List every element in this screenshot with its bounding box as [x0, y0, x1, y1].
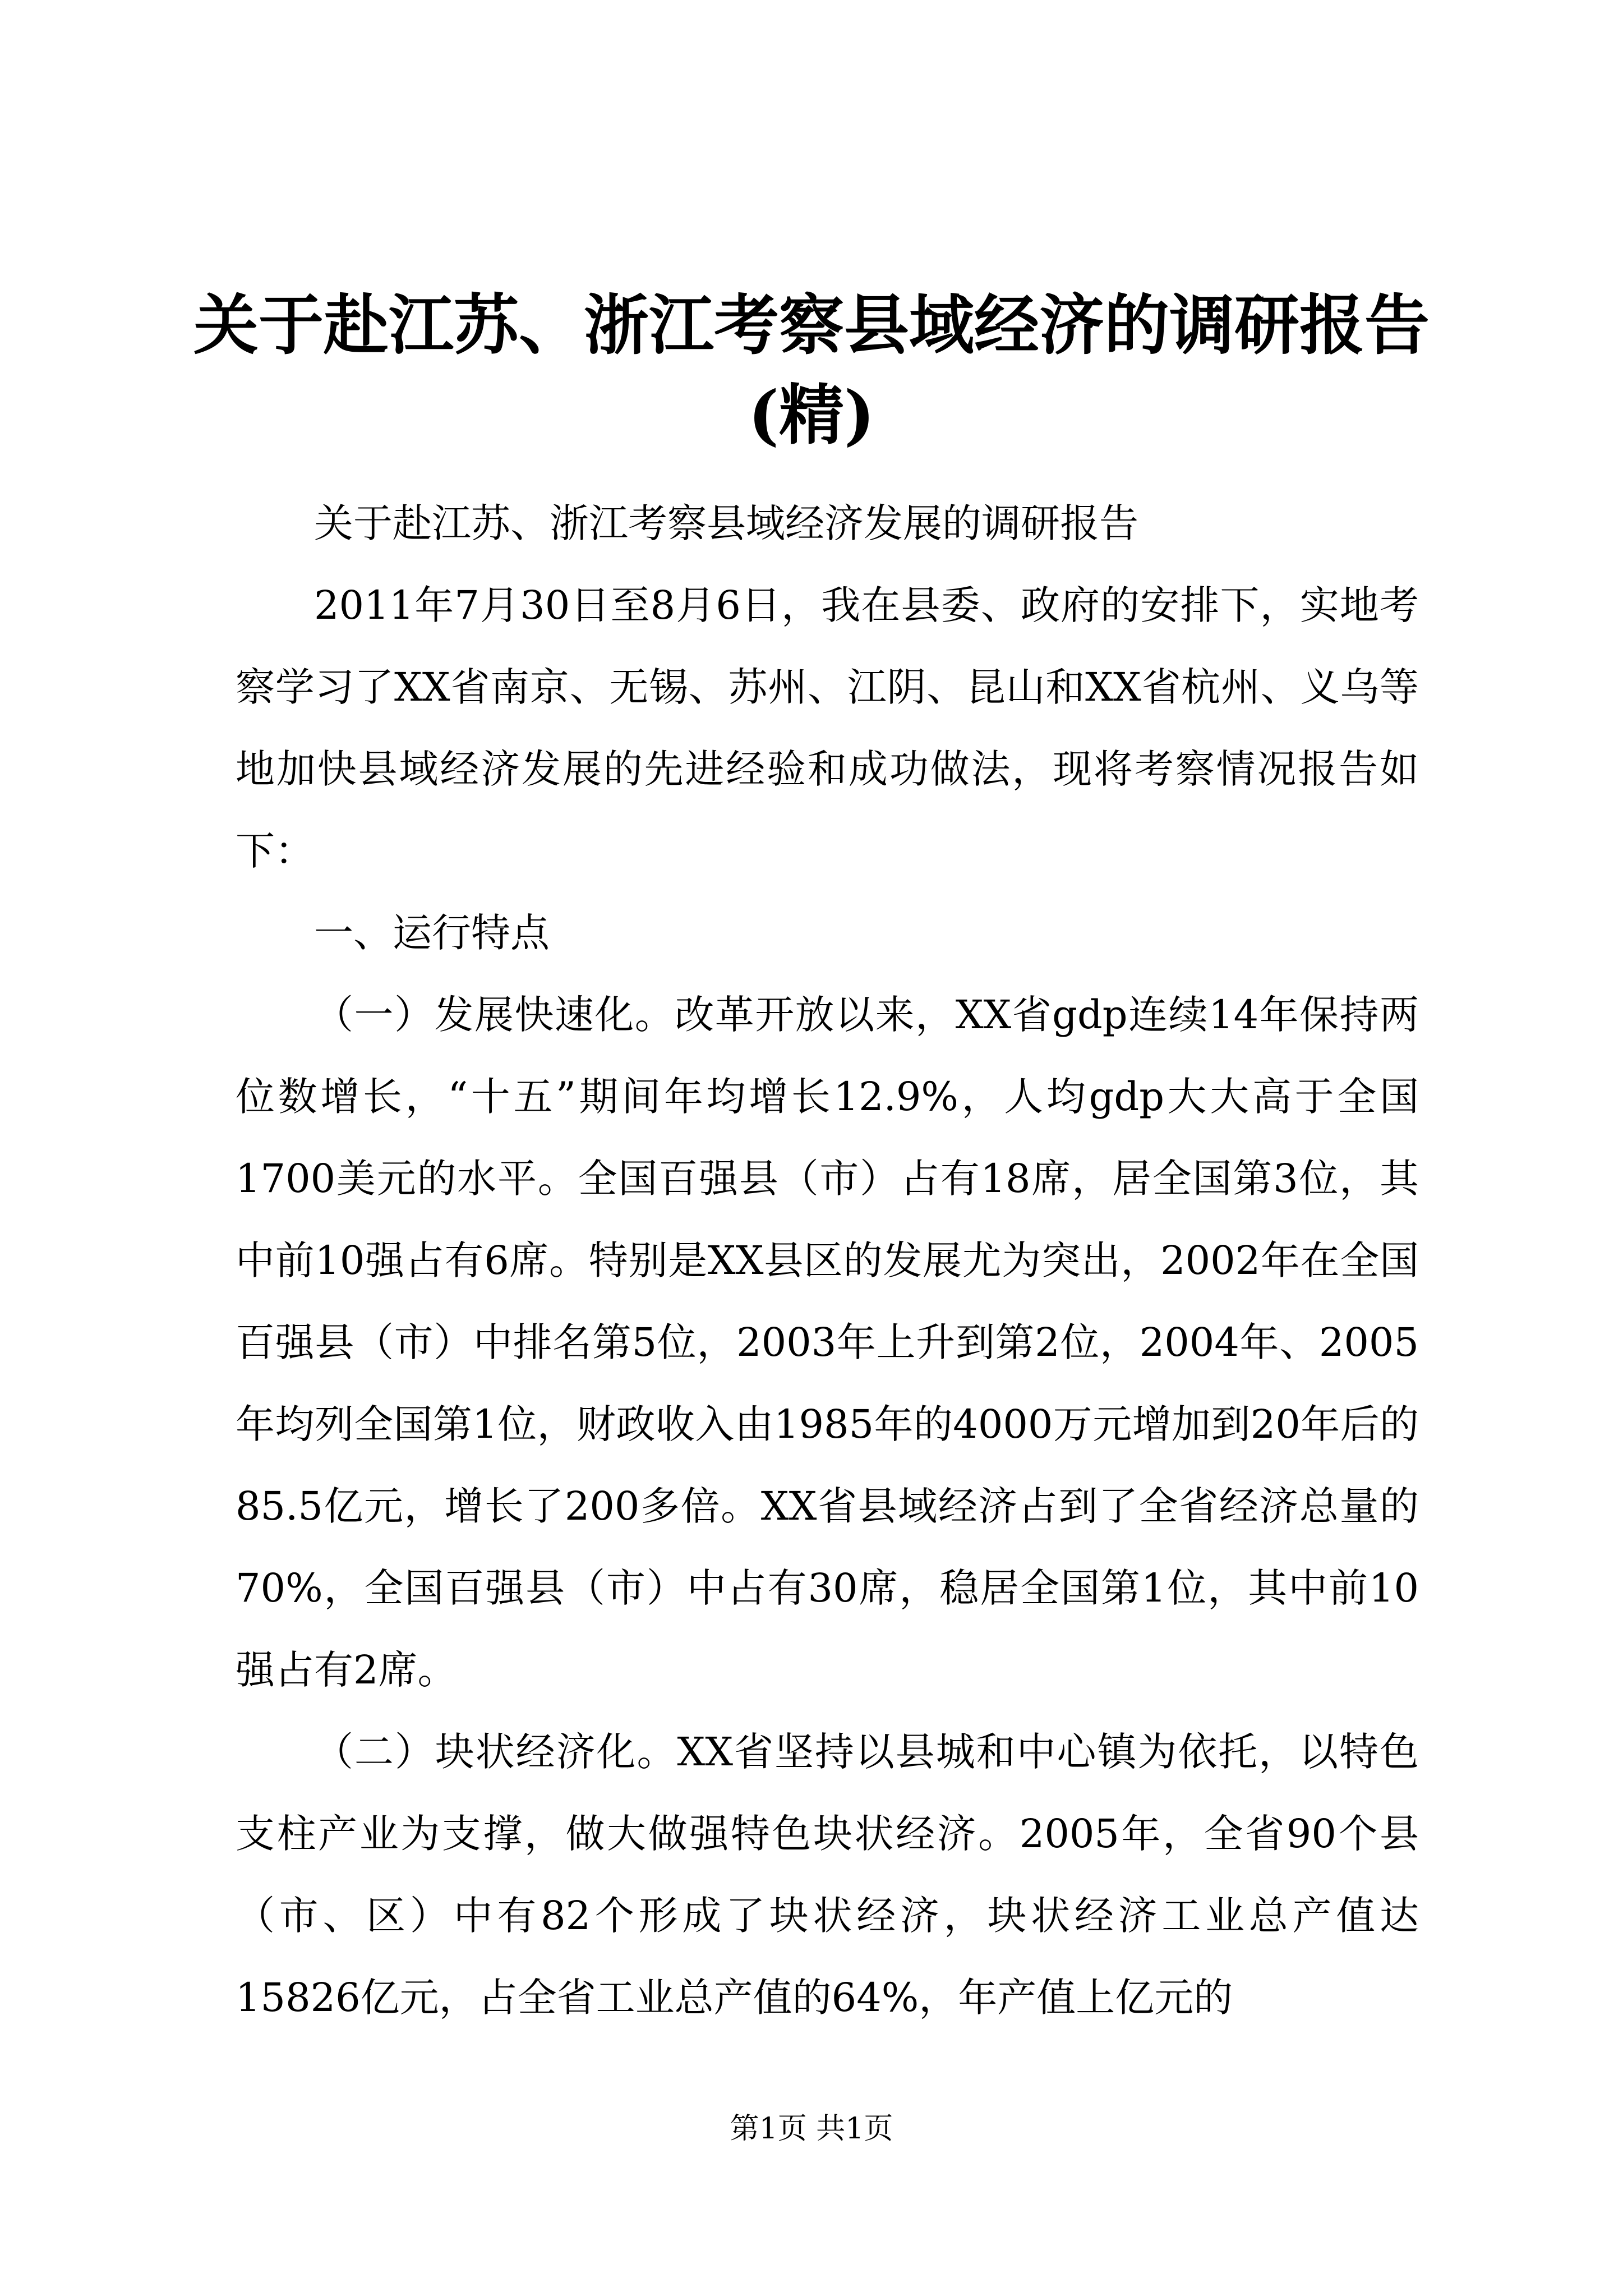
page-footer: 第1页 共1页	[730, 2112, 893, 2146]
title-line-2: (精)	[748, 377, 875, 453]
document-title	[0, 280, 1623, 460]
paragraph-point-2: （二）块状经济化。XX省坚持以县城和中心镇为依托，以特色支柱产业为支撑，做大做强特色块状经济。2005年，全省90个县（市、区）中有82个形成了块状经济，块状经济工业总产值达15826亿元，占全省工业总产值的64%，年产值上亿元的	[236, 1729, 1419, 2021]
paragraph-intro: 2011年7月30日至8月6日，我在县委、政府的安排下，实地考察学习了XX省南京、无锡、苏州、江阴、昆山和XX省杭州、义乌等地加快县域经济发展的先进经验和成功做法，现将考察情况报告如下：	[236, 582, 1419, 874]
paragraph-point-1: （一）发展快速化。改革开放以来，XX省gdp连续14年保持两位数增长，“十五”期间年均增长12.9%，人均gdp大大高于全国1700美元的水平。全国百强县（市）占有18席，居全国第3位，其中前10强占有6席。特别是XX县区的发展尤为突出，2002年在全国百强县（市）中排名第5位，2003年上升到第2位，2004年、2005年均列全国第1位，财政收入由1985年的4000万元增加到20年后的85.5亿元，增长了200多倍。XX省县域经济占到了全省经济总量的70%，全国百强县（市）中占有30席，稳居全国第1位，其中前10强占有2席。	[236, 992, 1419, 1693]
title-line-1: 关于赴江苏、浙江考察县域经济的调研报告	[193, 287, 1430, 364]
document-body	[236, 482, 1419, 2039]
paragraph-subtitle: 关于赴江苏、浙江考察县域经济发展的调研报告	[314, 500, 1138, 546]
section-heading: 一、运行特点	[314, 910, 550, 956]
